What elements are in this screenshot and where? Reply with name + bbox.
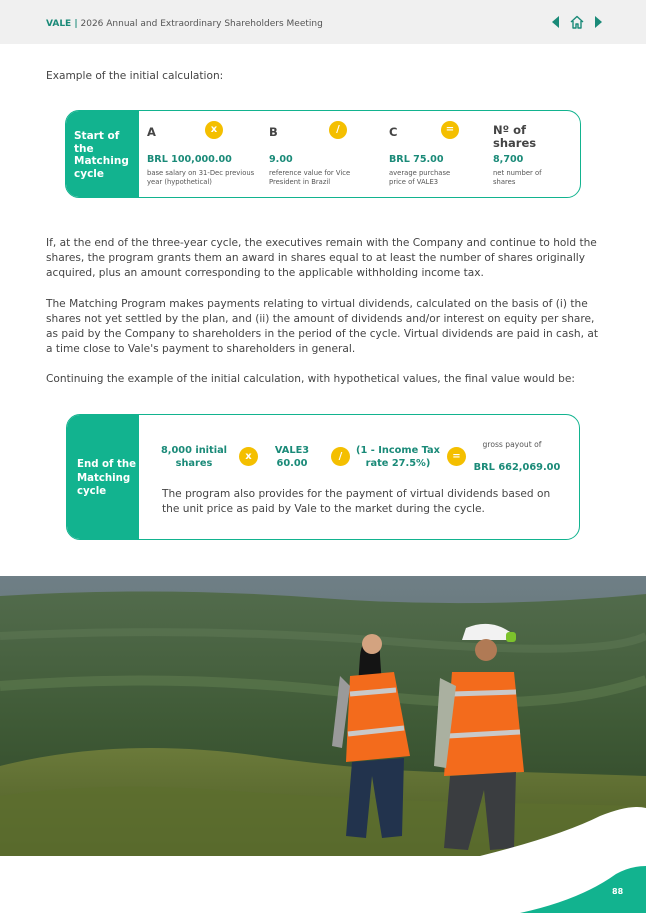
start-cycle-label: Start of the Matching cycle [66,111,139,197]
income-tax-term: (1 - Income Tax rate 27.5%) [356,445,440,469]
home-icon[interactable] [569,14,585,30]
column-value: 9.00 [269,154,293,165]
page-corner-swoosh [520,860,646,913]
column-description: reference value for Vice President in Brazil [269,169,351,186]
start-cycle-box [65,110,581,198]
column-letter: Nº of shares [493,123,537,150]
column-value: BRL 75.00 [389,154,444,165]
initial-shares-term: 8,000 initial shares [160,445,228,469]
vale3-price-term: VALE3 60.00 [274,445,310,469]
page-navigation [552,12,602,32]
equals-operator: = [441,121,459,139]
divide-operator: / [331,447,350,466]
header-bar [0,0,646,44]
column-value: BRL 100,000.00 [147,154,232,165]
multiply-operator: x [205,121,223,139]
multiply-operator: x [239,447,258,466]
gross-payout-value: BRL 662,069.00 [473,462,561,473]
header-brand [46,19,323,29]
document-title: 2026 Annual and Extraordinary Shareholders Meeting [80,19,323,29]
column-value: 8,700 [493,154,524,165]
paragraph-continuing: Continuing the example of the initial calculation, with hypothetical values, the final value would be: [46,373,575,385]
virtual-dividends-note: The program also provides for the payment of virtual dividends based on the unit price as paid by Vale to the market during the cycle. [162,488,551,515]
column-description: average purchase price of VALE3 [389,169,451,186]
gross-payout-label: gross payout of [482,440,542,449]
landscape-photo [0,576,646,856]
previous-page-icon[interactable] [552,16,559,28]
next-page-icon[interactable] [595,16,602,28]
column-letter: B [269,125,278,139]
brand-logo: VALE | [46,19,78,29]
end-cycle-box [66,414,580,540]
paragraph-dividends: The Matching Program makes payments relating to virtual dividends, calculated on the basis of (i) the shares not yet settled by the plan, and (ii) the amount of dividends and/or interest on equity per share, as paid by the Company to shareholders in the period of the cycle. Virtual dividends are paid in cash, at a time close to Vale's payment to shareholders in general. [46,298,598,355]
page-number: 88 [612,887,624,896]
paragraph-award: If, at the end of the three-year cycle, the executives remain with the Company and continue to hold the shares, the program grants them an award in shares equal to at least the number of shares originally acquired, plus an amount corresponding to the applicable withholding income tax. [46,237,597,279]
end-cycle-label: End of the Matching cycle [67,415,139,539]
column-letter: C [389,125,398,139]
column-description: base salary on 31-Dec previous year (hypothetical) [147,169,255,186]
column-letter: A [147,125,156,139]
column-description: net number of shares [493,169,542,186]
equals-operator: = [447,447,466,466]
intro-text: Example of the initial calculation: [46,70,224,82]
divide-operator: / [329,121,347,139]
